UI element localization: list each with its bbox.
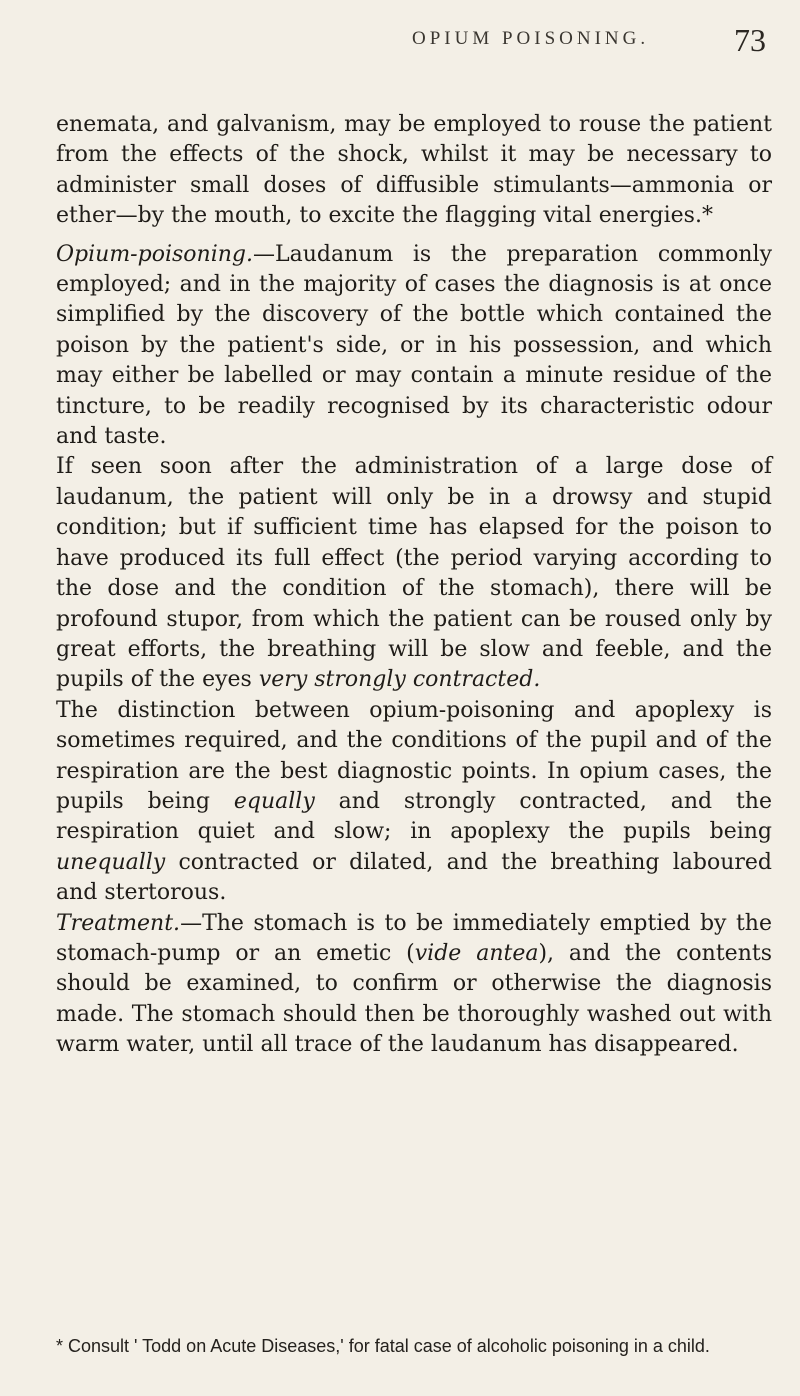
- emphasis-text: very strongly contracted.: [258, 667, 541, 693]
- body-text: [56, 110, 772, 1061]
- paragraph-shock-treatment: [56, 110, 772, 232]
- page-number: 73: [734, 22, 766, 58]
- paragraph-text: ), and the contents should be examined, to confirm or otherwise the diagnosis made. The stomach should then be thoroughly washed out with warm water, until all trace of the laudanum has disappeared.: [56, 940, 772, 1058]
- emphasis-text: unequally: [56, 849, 166, 875]
- paragraph-treatment: [56, 909, 772, 1061]
- paragraph-text: and strongly contracted, and the respiration quiet and slow; in apoplexy the pupils being: [56, 788, 772, 845]
- section-heading-opium-poisoning: Opium-poisoning.: [56, 241, 253, 267]
- page-header: [0, 22, 800, 62]
- footnote: * Consult ' Todd on Acute Diseases,' for fatal case of alcoholic poisoning in a child.: [56, 1336, 710, 1356]
- section-heading-treatment: Treatment.: [56, 910, 181, 936]
- paragraph-distinction: [56, 696, 772, 909]
- paragraph-text: If seen soon after the administration of a large dose of laudanum, the patient will only be in a drowsy and stupid condition; but if sufficient time has elapsed for the poison to have produced its full effect (the period varying according to the dose and the condition of the stomach), there will be profound stupor, from which the patient can be roused only by great efforts, the breathing will be slow and feeble, and the pupils of the eyes: [56, 454, 772, 693]
- paragraph-opium-poisoning: [56, 240, 772, 453]
- paragraph-text: The distinction between opium-poisoning and apoplexy is sometimes required, and the conditions of the pupil and of the respiration are the best diagnostic points. In opium cases, the pupils being: [56, 697, 772, 814]
- paragraph-text: —The stomach is to be immediately emptied by the stomach-pump or an emetic (: [56, 910, 772, 966]
- paragraph-text: enemata, and galvanism, may be employed to rouse the patient from the effects of the shock, whilst it may be necessary to administer small doses of diffusible stimulants—ammonia or ether—by the mouth, to excite the flagging vital energies.*: [56, 112, 772, 229]
- paragraph-text: —Laudanum is the preparation commonly employed; and in the majority of cases the diagnosis is at once simplified by the discovery of the bottle which contained the poison by the patient's side, or in his possession, and which may either be labelled or may contain a minute residue of the tincture, to be readily recognised by its characteristic odour and taste.: [56, 241, 772, 450]
- running-head: OPIUM POISONING.: [412, 28, 650, 49]
- emphasis-text: equally: [233, 788, 315, 814]
- emphasis-text: vide antea: [414, 940, 539, 966]
- paragraph-text: contracted or dilated, and the breathing laboured and stertorous.: [56, 849, 772, 906]
- paragraph-laudanum-dose: [56, 452, 772, 695]
